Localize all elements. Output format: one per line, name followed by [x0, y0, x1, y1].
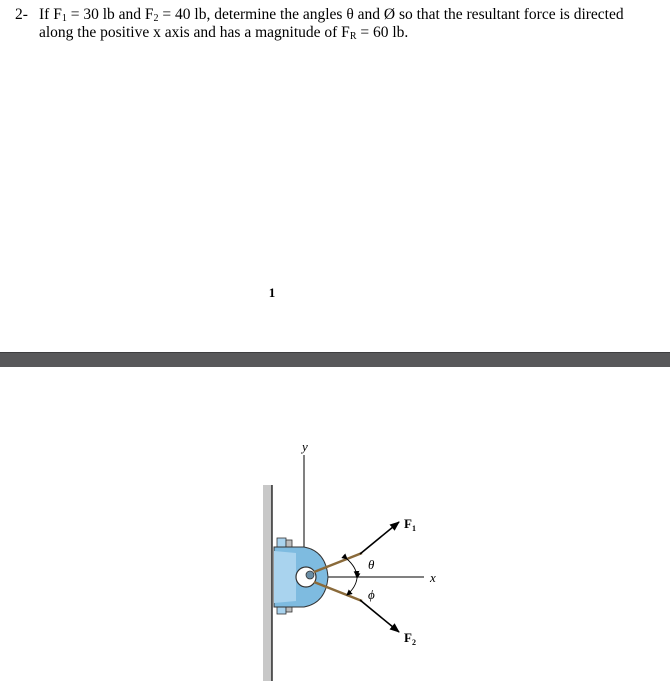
problem-number: 2- — [15, 6, 28, 23]
problem-line-2 — [39, 24, 408, 42]
force-2-label: $F_2$ — [404, 630, 416, 647]
wall — [263, 485, 272, 681]
text: If F — [39, 6, 62, 23]
bracket — [274, 547, 328, 607]
x-axis-label: x — [430, 570, 436, 585]
force-diagram — [0, 367, 670, 685]
theta-label: θ — [368, 557, 375, 572]
y-axis-label: y — [302, 439, 308, 454]
subscript: R — [349, 31, 357, 42]
page-two — [0, 367, 670, 685]
subscript: 1 — [61, 13, 67, 24]
force-1-arrow — [360, 522, 399, 554]
text: = 60 lb. — [356, 24, 409, 41]
force-1-label: $F_1$ — [404, 516, 416, 533]
page-separator — [0, 352, 670, 368]
text: along the positive x axis and has a magnitude of F — [39, 24, 350, 41]
problem-line-1 — [39, 6, 624, 24]
theta-arc — [347, 559, 357, 576]
text: = 40 lb, determine the angles θ and Ø so that the resultant force is directed — [158, 6, 624, 23]
text: = 30 lb and F — [66, 6, 154, 23]
phi-label: ϕ — [368, 587, 375, 602]
force-2-arrow — [360, 600, 399, 632]
phi-arc — [347, 578, 357, 595]
page-number: 1 — [268, 285, 276, 300]
subscript: 2 — [153, 13, 159, 24]
